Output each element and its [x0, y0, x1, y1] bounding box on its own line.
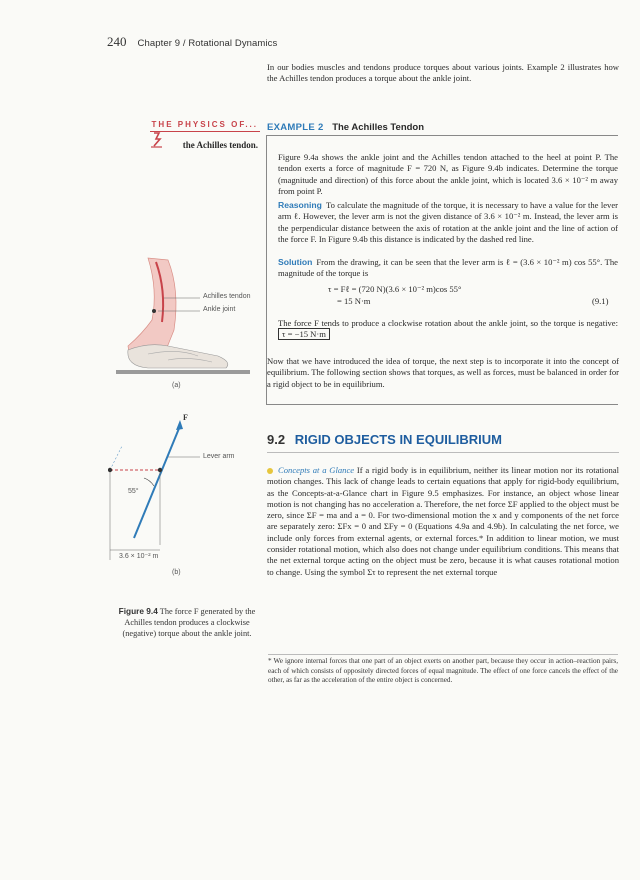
equation-line-2: = 15 N·m — [337, 296, 371, 306]
page-number: 240 — [107, 34, 127, 49]
force-label: F — [183, 413, 188, 422]
transition-paragraph: Now that we have introduced the idea of torque, the next step is to incorporate it into the concept of equilibrium. The following section shows that torques, as well as forces, must be balanced in order for a rigid object to be in equilibrium. — [267, 356, 619, 389]
example-reasoning: Reasoning To calculate the magnitude of the torque, it is necessary to have a value for the lever arm ℓ. However, the lever arm is not the given distance of 3.6 × 10⁻² m. Instead, the lever arm is the perpendicular distance between the axis of rotation at the ankle joint and the line of action of the force F. In Figure 9.4b this distance is indicated by the dashed red line. — [278, 200, 618, 244]
section-heading — [267, 432, 502, 447]
equation-line-1: τ = Fℓ = (720 N)(3.6 × 10⁻² m)cos 55° — [328, 284, 462, 294]
example-solution: Solution From the drawing, it can be seen that the lever arm is ℓ = (3.6 × 10⁻² m) cos 55°. The magnitude of the torque is — [278, 257, 618, 279]
ankle-joint-label: Ankle joint — [203, 306, 236, 313]
ankle-joint-point — [152, 309, 156, 313]
sidebar-rule — [150, 131, 260, 132]
figure-b-label: (b) — [172, 569, 181, 576]
section-body: Concepts at a Glance If a rigid body is in equilibrium, neither its linear motion nor its rotational motion changes. This lack of change leads to certain equations that apply for rigid-body equilibrium, as the Concepts-at-a-Glance chart in Figure 9.5 emphasizes. For instance, an object whose linear motion is not changing has no acceleration a. Therefore, the net force ΣF applied to the object must be zero, since ΣF = ma and a = 0. For two-dimensional motion the x and y components of the net force are separately zero: ΣFx = 0 and ΣFy = 0 (Equations 4.9a and 4.9b). In calculating the net force, we include only forces from external agents, or external forces.* In addition to linear motion, we must consider rotational motion, which also does not change under equilibrium conditions. This means that the net external torque acting on the object must be zero, because it is what causes rotational motion to change. Using the symbol Στ to represent the net external torque — [267, 465, 619, 577]
example-problem: Figure 9.4a shows the ankle joint and the Achilles tendon attached to the heel at point P. The tendon exerts a force of magnitude F = 720 N, as Figure 9.4b indicates. Determine the torque (magnitude and direction) of this force about the ankle joint, which is located 3.6 × 10⁻² m away from point P. — [278, 152, 618, 196]
intro-paragraph: In our bodies muscles and tendons produce torques about various joints. Example 2 illustrates how the Achilles tendon produces a torque about the ankle joint. — [267, 62, 619, 84]
example-conclusion: The force F tends to produce a clockwise rotation about the ankle joint, so the torque is negative: τ = −15 N·m — [278, 318, 618, 340]
section-rule — [267, 452, 619, 453]
force-arrowhead-icon — [176, 420, 183, 430]
concepts-dot-icon — [267, 468, 273, 474]
physics-of-topic: the Achilles tendon. — [182, 140, 258, 150]
concepts-label: Concepts at a Glance — [278, 465, 355, 475]
solution-label: Solution — [278, 257, 313, 267]
example-heading — [267, 122, 424, 133]
physics-of-label: THE PHYSICS OF... — [151, 120, 258, 129]
running-header — [107, 34, 277, 50]
distance-label: 3.6 × 10⁻² m — [119, 553, 159, 560]
section-number: 9.2 — [267, 432, 286, 447]
achilles-tendon-label: Achilles tendon — [203, 293, 251, 300]
answer-box: τ = −15 N·m — [278, 328, 330, 340]
lever-arm-label: Lever arm — [203, 453, 235, 460]
angle-label: 55° — [128, 488, 139, 495]
example-title: The Achilles Tendon — [332, 122, 425, 133]
caption-label: Figure 9.4 — [118, 606, 158, 616]
equation-number: (9.1) — [592, 296, 609, 306]
footnote-rule — [268, 654, 618, 655]
figure-caption: Figure 9.4 The force F generated by the Achilles tendon produces a clockwise (negative) torque about the ankle joint. — [118, 606, 256, 638]
footnote: * We ignore internal forces that one part of an object exerts on another part, because they occur in action–reaction pairs, each of which consists of oppositely directed forces of equal magnitude. The effect of one force cancels the effect of the other, as far as the acceleration of the entire object is concerned. — [268, 657, 618, 685]
figure-9-4a — [108, 250, 258, 380]
section-title: RIGID OBJECTS IN EQUILIBRIUM — [294, 432, 502, 447]
figure-a-label: (a) — [172, 382, 181, 389]
example-label: EXAMPLE 2 — [267, 122, 324, 133]
reasoning-label: Reasoning — [278, 200, 322, 210]
chapter-title: Chapter 9 / Rotational Dynamics — [137, 38, 278, 49]
